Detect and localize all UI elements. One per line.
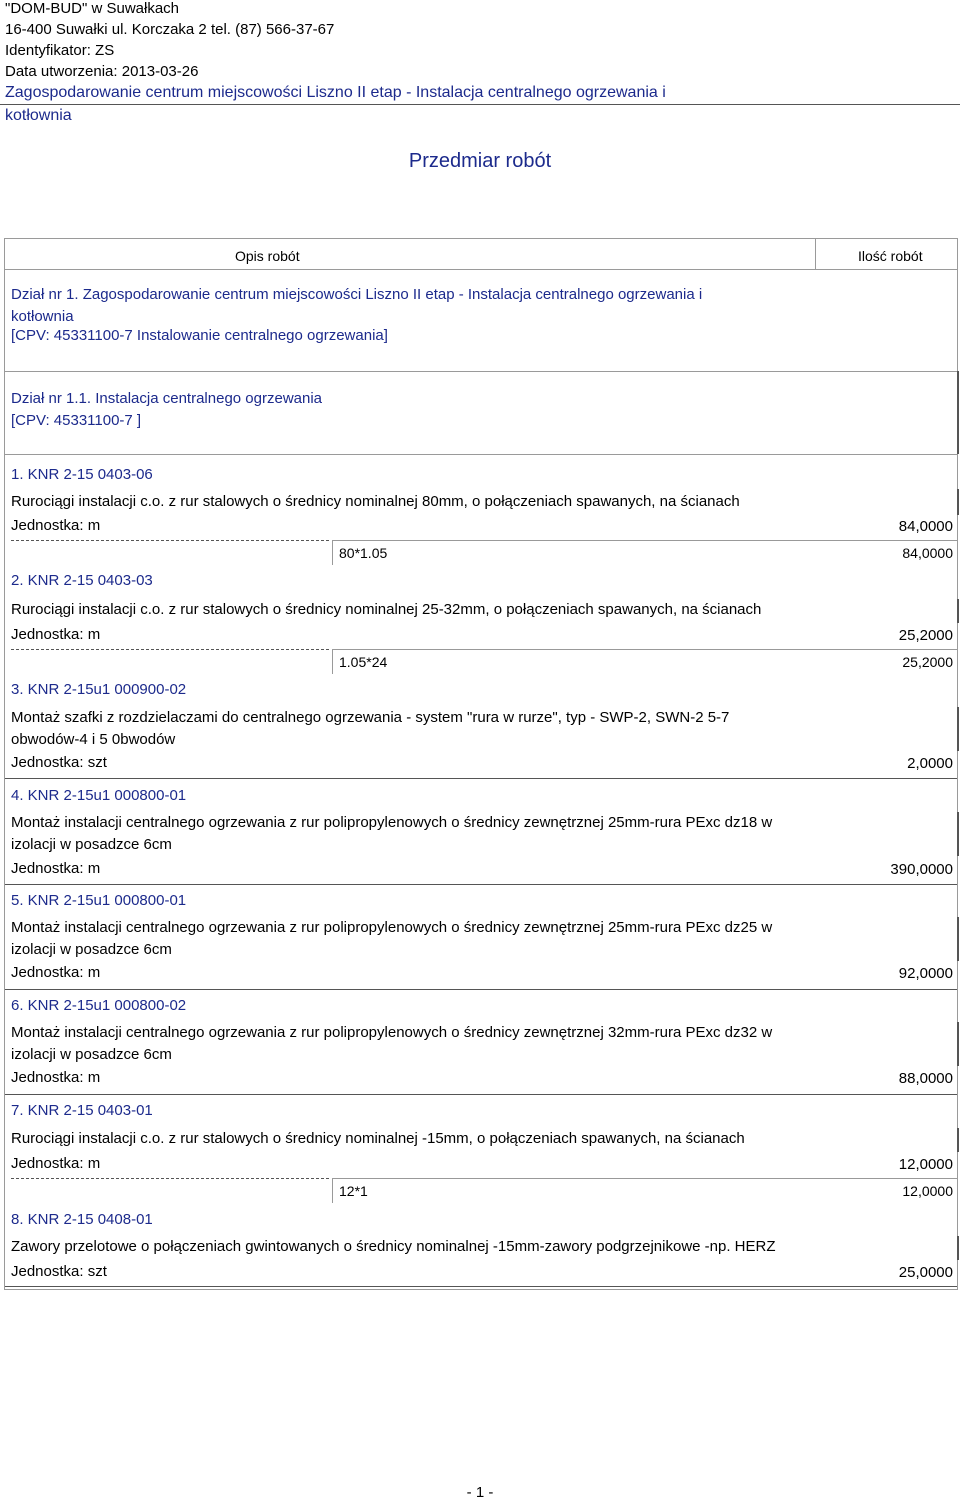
item-5-description: Montaż instalacji centralnego ogrzewania z rur polipropylenowych o średnicy zewnętrznej 25mm-rura PExc dz25 w (11, 919, 773, 936)
calc-divider (332, 540, 333, 565)
calc-separator (332, 1178, 957, 1179)
bill-of-quantities-table (4, 238, 958, 1290)
item-7-quantity: 12,0000 (898, 1156, 953, 1173)
item-1-calc: 80*1.05 (339, 545, 388, 561)
item-1-calc-quantity: 84,0000 (902, 545, 953, 561)
page-title: Przedmiar robót (408, 150, 552, 172)
item-7-unit: Jednostka: m (11, 1155, 101, 1172)
item-5-quantity: 92,0000 (898, 965, 953, 982)
right-edge-mark (957, 489, 959, 515)
dashed-separator (11, 1178, 329, 1179)
section-1-cpv: [CPV: 45331100-7 Instalowanie centralnego ogrzewania] (11, 327, 388, 344)
item-4-unit: Jednostka: m (11, 860, 101, 877)
section-divider (5, 454, 957, 455)
item-3-unit: Jednostka: szt (11, 754, 107, 771)
right-edge-mark (957, 707, 959, 751)
table-bottom-rule (5, 1286, 957, 1287)
project-title-line2: kotłownia (5, 107, 72, 124)
item-separator (5, 778, 957, 779)
item-7-calc-quantity: 12,0000 (902, 1183, 953, 1199)
item-2-code: 2. KNR 2-15 0403-03 (11, 572, 153, 589)
item-5-description-cont: izolacji w posadzce 6cm (11, 941, 172, 958)
calc-divider (332, 649, 333, 674)
item-3-code: 3. KNR 2-15u1 000900-02 (11, 681, 187, 698)
item-1-description: Rurociągi instalacji c.o. z rur stalowych o średnicy nominalnej 80mm, o połączeniach spawanych, na ścianach (11, 493, 740, 510)
creation-date: Data utworzenia: 2013-03-26 (5, 63, 199, 80)
item-2-quantity: 25,2000 (898, 627, 953, 644)
item-8-description: Zawory przelotowe o połączeniach gwintowanych o średnicy nominalnej -15mm-zawory podgrzejnikowe -np. HERZ (11, 1238, 776, 1255)
page-number: - 1 - (466, 1484, 494, 1501)
item-5-unit: Jednostka: m (11, 964, 101, 981)
item-8-quantity: 25,0000 (898, 1264, 953, 1281)
calc-separator (332, 649, 957, 650)
header-row-divider (5, 269, 957, 270)
item-1-quantity: 84,0000 (898, 518, 953, 535)
item-2-description: Rurociągi instalacji c.o. z rur stalowych o średnicy nominalnej 25-32mm, o połączeniach spawanych, na ścianach (11, 601, 762, 618)
item-6-unit: Jednostka: m (11, 1069, 101, 1086)
section-1-1-line1: Dział nr 1.1. Instalacja centralnego ogrzewania (11, 390, 323, 407)
item-2-calc: 1.05*24 (339, 654, 388, 670)
right-edge-mark (957, 1236, 959, 1260)
item-3-quantity: 2,0000 (907, 755, 953, 772)
item-7-description: Rurociągi instalacji c.o. z rur stalowych o średnicy nominalnej -15mm, o połączeniach spawanych, na ścianach (11, 1130, 745, 1147)
calc-divider (332, 1178, 333, 1203)
section-1-line1: Dział nr 1. Zagospodarowanie centrum miejscowości Liszno II etap - Instalacja centralnego ogrzewania i (11, 286, 703, 303)
item-4-description-cont: izolacji w posadzce 6cm (11, 836, 172, 853)
item-separator (5, 884, 957, 885)
item-1-code: 1. KNR 2-15 0403-06 (11, 466, 153, 483)
item-1-unit: Jednostka: m (11, 517, 101, 534)
section-divider (5, 371, 957, 372)
item-7-calc: 12*1 (339, 1183, 368, 1199)
header-divider (0, 104, 960, 105)
identifier: Identyfikator: ZS (5, 42, 115, 59)
right-edge-mark (957, 599, 959, 623)
item-7-code: 7. KNR 2-15 0403-01 (11, 1102, 153, 1119)
calc-separator (332, 540, 957, 541)
item-4-code: 4. KNR 2-15u1 000800-01 (11, 787, 187, 804)
right-edge-mark (957, 812, 959, 856)
item-6-code: 6. KNR 2-15u1 000800-02 (11, 997, 187, 1014)
item-separator (5, 989, 957, 990)
section-1-1-cpv: [CPV: 45331100-7 ] (11, 412, 142, 429)
right-edge-mark (957, 1022, 959, 1066)
item-4-quantity: 390,0000 (890, 861, 953, 878)
column-header-quantity: Ilość robót (858, 248, 923, 264)
project-title-line1: Zagospodarowanie centrum miejscowości Liszno II etap - Instalacja centralnego ogrzewania i (5, 84, 666, 101)
item-2-calc-quantity: 25,2000 (902, 654, 953, 670)
item-2-unit: Jednostka: m (11, 626, 101, 643)
item-separator (5, 1094, 957, 1095)
item-6-description: Montaż instalacji centralnego ogrzewania z rur polipropylenowych o średnicy zewnętrznej 32mm-rura PExc dz32 w (11, 1024, 773, 1041)
item-8-unit: Jednostka: szt (11, 1263, 107, 1280)
company-name: "DOM-BUD" w Suwałkach (5, 0, 180, 17)
item-5-code: 5. KNR 2-15u1 000800-01 (11, 892, 187, 909)
column-divider (815, 239, 816, 269)
company-address: 16-400 Suwałki ul. Korczaka 2 tel. (87) 566-37-67 (5, 21, 335, 38)
item-6-description-cont: izolacji w posadzce 6cm (11, 1046, 172, 1063)
item-3-description-cont: obwodów-4 i 5 0bwodów (11, 731, 176, 748)
item-8-code: 8. KNR 2-15 0408-01 (11, 1211, 153, 1228)
item-4-description: Montaż instalacji centralnego ogrzewania z rur polipropylenowych o średnicy zewnętrznej 25mm-rura PExc dz18 w (11, 814, 773, 831)
section-1-line2: kotłownia (11, 308, 74, 325)
item-3-description: Montaż szafki z rozdzielaczami do centralnego ogrzewania - system "rura w rurze", typ - SWP-2, SWN-2 5-7 (11, 709, 730, 726)
item-6-quantity: 88,0000 (898, 1070, 953, 1087)
right-edge-mark (957, 917, 959, 961)
column-header-description: Opis robót (235, 248, 300, 264)
right-edge-mark (957, 371, 959, 454)
right-edge-mark (957, 1128, 959, 1152)
dashed-separator (11, 649, 329, 650)
dashed-separator (11, 540, 329, 541)
